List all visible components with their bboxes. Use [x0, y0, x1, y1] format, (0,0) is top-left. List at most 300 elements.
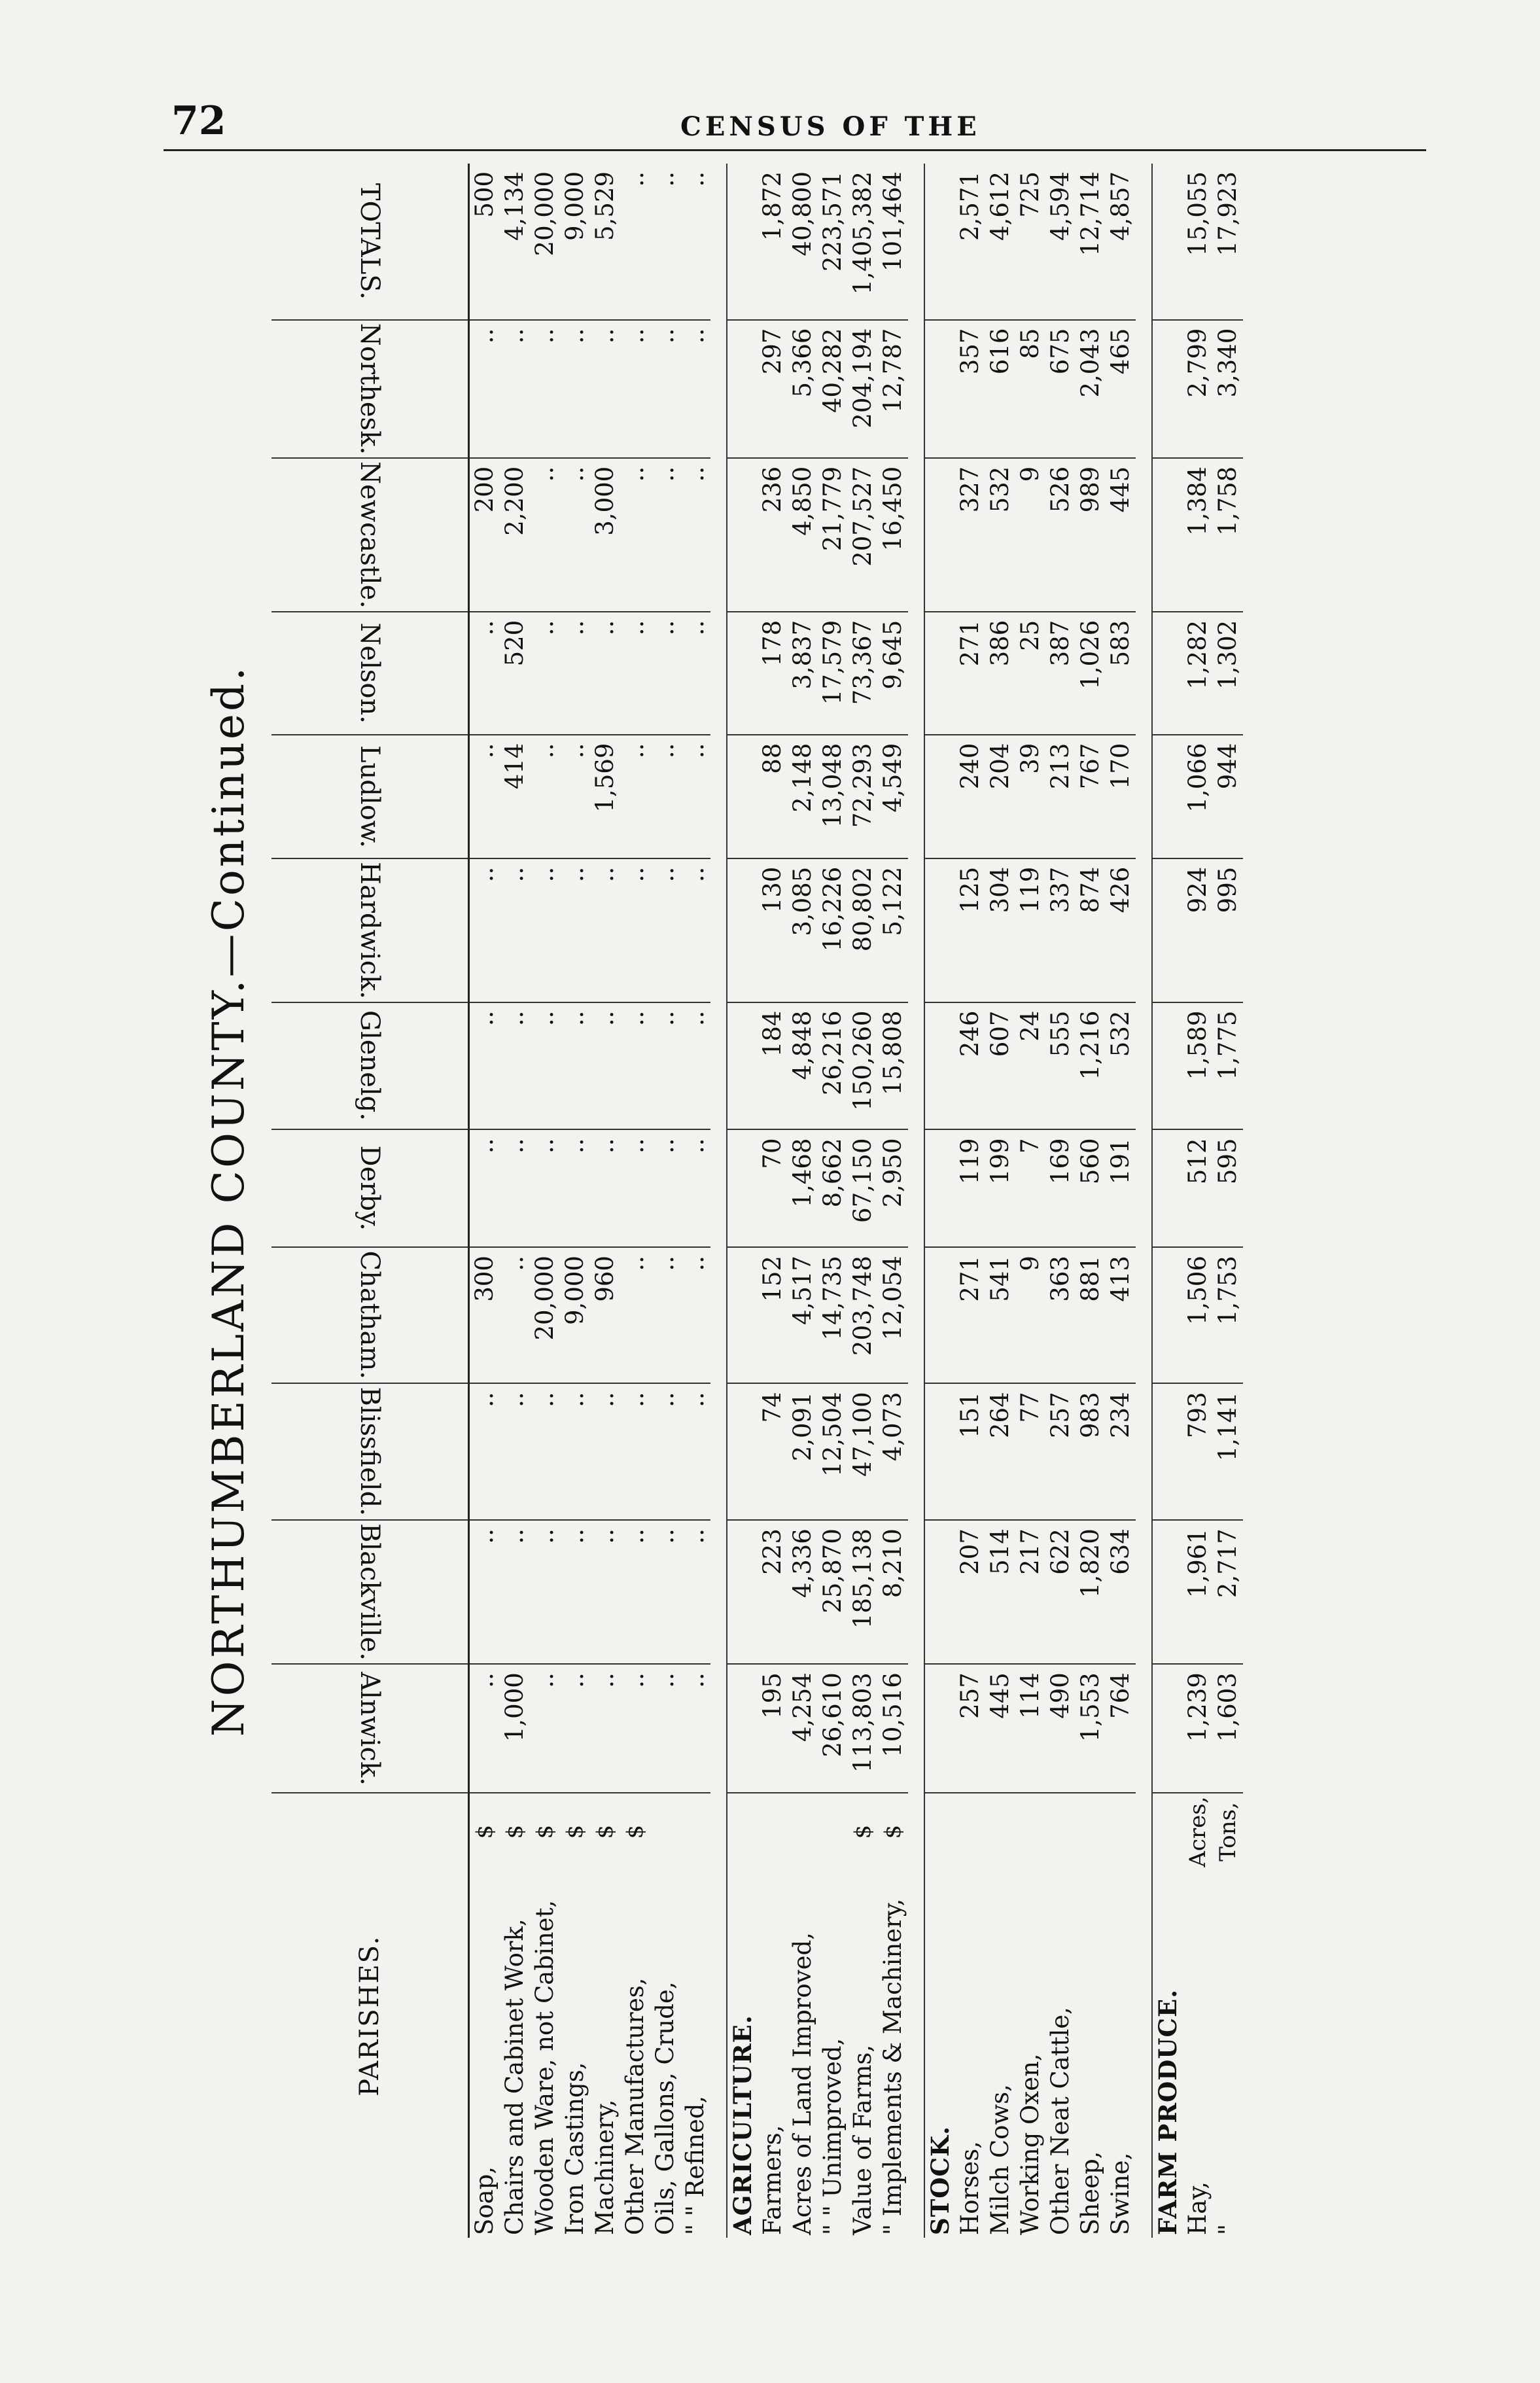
empty-cell [924, 612, 955, 735]
value-cell: 3,340 [1213, 320, 1243, 458]
value-cell: .. [530, 458, 560, 612]
value-cell: 881 [1076, 1247, 1106, 1383]
value-cell: 203,748 [848, 1247, 878, 1383]
value-cell: 236 [758, 458, 788, 612]
total-cell: 15,055 [1183, 164, 1213, 320]
value-cell: 3,837 [788, 612, 818, 735]
empty-cell [924, 735, 955, 858]
value-cell: 7 [1015, 1129, 1045, 1247]
table-row [469, 164, 500, 2238]
value-cell: 622 [1045, 1520, 1076, 1664]
value-cell: .. [530, 858, 560, 1002]
value-cell: 2,148 [788, 735, 818, 858]
row-label: Sheep, [1076, 2151, 1104, 2235]
row-label: Acres of Land Improved, [788, 1932, 816, 2235]
value-cell: .. [469, 320, 500, 458]
column-header-label: Hardwick. [355, 861, 385, 999]
value-cell: 445 [985, 1664, 1015, 1793]
value-cell: .. [680, 1002, 710, 1130]
value-cell: 4,850 [788, 458, 818, 612]
value-cell: .. [590, 1520, 620, 1664]
total-cell: 5,529 [590, 164, 620, 320]
row-label: " [1214, 2223, 1242, 2235]
empty-cell [727, 612, 758, 735]
value-cell: 8,210 [878, 1520, 908, 1664]
empty-cell [924, 1247, 955, 1383]
value-cell: 304 [985, 858, 1015, 1002]
value-cell: 465 [1106, 320, 1136, 458]
value-cell: .. [680, 1520, 710, 1664]
section-title: STOCK. [924, 1870, 955, 2238]
value-cell: 1,066 [1183, 735, 1213, 858]
value-cell: .. [680, 458, 710, 612]
row-label: Chairs and Cabinet Work, [500, 1918, 529, 2235]
value-cell: 2,200 [500, 458, 530, 612]
value-cell: 200 [469, 458, 500, 612]
row-label: " " Unimproved, [818, 2038, 847, 2235]
value-cell: .. [620, 1129, 650, 1247]
value-cell: .. [500, 1383, 530, 1520]
header-rule [164, 149, 1426, 151]
total-cell: 1,872 [758, 164, 788, 320]
value-cell: 337 [1045, 858, 1076, 1002]
value-cell: 1,753 [1213, 1247, 1243, 1383]
section-heading-row [1152, 164, 1183, 2238]
column-header-label: Newcastle. [355, 461, 385, 609]
column-header-label: Alnwick. [355, 1671, 385, 1786]
value-cell: .. [560, 458, 590, 612]
value-cell: .. [530, 320, 560, 458]
unit-cell [788, 1793, 818, 1869]
value-cell: .. [680, 612, 710, 735]
value-cell: 25 [1015, 612, 1045, 735]
empty-cell [727, 858, 758, 1002]
value-cell: 363 [1045, 1247, 1076, 1383]
total-cell: 9,000 [560, 164, 590, 320]
empty-cell [924, 1002, 955, 1130]
value-cell: 191 [1106, 1129, 1136, 1247]
value-cell: 14,735 [818, 1247, 848, 1383]
value-cell: 1,468 [788, 1129, 818, 1247]
value-cell: 1,553 [1076, 1664, 1106, 1793]
unit-cell [1076, 1793, 1106, 1869]
value-cell: 1,775 [1213, 1002, 1243, 1130]
value-cell: 264 [985, 1383, 1015, 1520]
unit-cell [1106, 1793, 1136, 1869]
total-cell: 223,571 [818, 164, 848, 320]
empty-cell [1152, 1247, 1183, 1383]
table-row [878, 164, 908, 2238]
value-cell: .. [560, 1002, 590, 1130]
empty-cell [924, 1129, 955, 1247]
empty-cell [924, 858, 955, 1002]
census-table [271, 164, 1243, 2238]
value-cell: 1,961 [1183, 1520, 1213, 1664]
section-spacer [908, 164, 924, 2238]
value-cell: 257 [1045, 1383, 1076, 1520]
value-cell: 12,787 [878, 320, 908, 458]
value-cell: 532 [985, 458, 1015, 612]
value-cell: 271 [955, 612, 985, 735]
value-cell: .. [620, 1247, 650, 1383]
value-cell: 25,870 [818, 1520, 848, 1664]
value-cell: 767 [1076, 735, 1106, 858]
value-cell: 170 [1106, 735, 1136, 858]
table-row [848, 164, 878, 2238]
value-cell: 15,808 [878, 1002, 908, 1130]
unit-cell [727, 1793, 758, 1869]
column-header [271, 1129, 469, 1247]
value-cell: 47,100 [848, 1383, 878, 1520]
value-cell: .. [500, 1247, 530, 1383]
table-row [1183, 164, 1213, 2238]
value-cell: 234 [1106, 1383, 1136, 1520]
value-cell: .. [680, 1247, 710, 1383]
row-label: Value of Farms, [849, 2044, 877, 2235]
value-cell: .. [560, 1664, 590, 1793]
value-cell: 297 [758, 320, 788, 458]
value-cell: .. [650, 858, 680, 1002]
empty-cell [1152, 164, 1183, 320]
row-label: " Implements & Machinery, [879, 1898, 907, 2235]
column-header [271, 320, 469, 458]
section-title: FARM PRODUCE. [1152, 1870, 1183, 2238]
page-number: 72 [171, 98, 226, 144]
value-cell: 445 [1106, 458, 1136, 612]
table-row [1106, 164, 1136, 2238]
value-cell: 520 [500, 612, 530, 735]
column-header [271, 735, 469, 858]
value-cell: .. [680, 1383, 710, 1520]
empty-cell [727, 1129, 758, 1247]
column-header [271, 1247, 469, 1383]
value-cell: 150,260 [848, 1002, 878, 1130]
table-row [985, 164, 1015, 2238]
value-cell: 10,516 [878, 1664, 908, 1793]
row-label: Wooden Ware, not Cabinet, [531, 1899, 559, 2235]
total-cell: 4,594 [1045, 164, 1076, 320]
column-header-label: Derby. [355, 1146, 385, 1231]
value-cell: 39 [1015, 735, 1045, 858]
total-cell: 40,800 [788, 164, 818, 320]
empty-cell [1152, 858, 1183, 1002]
column-header-label: Nelson. [355, 622, 385, 724]
value-cell: 357 [955, 320, 985, 458]
table-row [955, 164, 985, 2238]
unit-cell [985, 1793, 1015, 1869]
value-cell: .. [500, 858, 530, 1002]
column-header [271, 858, 469, 1002]
value-cell: 113,803 [848, 1664, 878, 1793]
value-cell: 874 [1076, 858, 1106, 1002]
value-cell: .. [500, 1520, 530, 1664]
value-cell: .. [650, 1002, 680, 1130]
section-heading-row [727, 164, 758, 2238]
value-cell: .. [680, 320, 710, 458]
value-cell: 20,000 [530, 1247, 560, 1383]
value-cell: 40,282 [818, 320, 848, 458]
value-cell: 327 [955, 458, 985, 612]
value-cell: 764 [1106, 1664, 1136, 1793]
value-cell: .. [560, 612, 590, 735]
empty-cell [924, 1664, 955, 1793]
value-cell: 70 [758, 1129, 788, 1247]
row-label: Iron Castings, [561, 2062, 589, 2235]
value-cell: .. [530, 1129, 560, 1247]
value-cell: 26,610 [818, 1664, 848, 1793]
column-header [271, 1002, 469, 1130]
total-cell: 20,000 [530, 164, 560, 320]
column-header [271, 1664, 469, 1793]
value-cell: 1,820 [1076, 1520, 1106, 1664]
section-spacer [710, 164, 727, 2238]
value-cell: .. [590, 612, 620, 735]
value-cell: 271 [955, 1247, 985, 1383]
value-cell: .. [560, 320, 590, 458]
value-cell: 74 [758, 1383, 788, 1520]
table-row [590, 164, 620, 2238]
value-cell: 77 [1015, 1383, 1045, 1520]
value-cell: 2,717 [1213, 1520, 1243, 1664]
empty-cell [924, 164, 955, 320]
unit-cell: $ [622, 1824, 648, 1839]
value-cell: 2,950 [878, 1129, 908, 1247]
value-cell: 793 [1183, 1383, 1213, 1520]
value-cell: .. [530, 1520, 560, 1664]
value-cell: .. [500, 320, 530, 458]
value-cell: .. [530, 1664, 560, 1793]
value-cell: 989 [1076, 458, 1106, 612]
total-cell: 12,714 [1076, 164, 1106, 320]
value-cell: 1,000 [500, 1664, 530, 1793]
value-cell: 240 [955, 735, 985, 858]
table-row [1076, 164, 1106, 2238]
row-label: Milch Cows, [986, 2084, 1014, 2235]
spacer-cell [710, 164, 727, 2238]
value-cell: 1,302 [1213, 612, 1243, 735]
row-label: " " Refined, [681, 2095, 709, 2235]
value-cell: 152 [758, 1247, 788, 1383]
value-cell: 207 [955, 1520, 985, 1664]
value-cell: .. [560, 1129, 590, 1247]
value-cell: 2,043 [1076, 320, 1106, 458]
value-cell: 246 [955, 1002, 985, 1130]
total-cell: 17,923 [1213, 164, 1243, 320]
unit-cell: Tons, [1215, 1802, 1241, 1862]
value-cell: 119 [955, 1129, 985, 1247]
value-cell: .. [530, 1383, 560, 1520]
value-cell: 3,085 [788, 858, 818, 1002]
value-cell: 24 [1015, 1002, 1045, 1130]
value-cell: 125 [955, 858, 985, 1002]
value-cell: .. [650, 1383, 680, 1520]
value-cell: .. [680, 735, 710, 858]
value-cell: 1,239 [1183, 1664, 1213, 1793]
value-cell: 924 [1183, 858, 1213, 1002]
row-label: Working Oxen, [1016, 2053, 1044, 2235]
value-cell: 300 [469, 1247, 500, 1383]
column-header-label: Blackville. [355, 1523, 385, 1661]
empty-cell [727, 1383, 758, 1520]
value-cell: 4,517 [788, 1247, 818, 1383]
value-cell: 560 [1076, 1129, 1106, 1247]
empty-cell [924, 320, 955, 458]
value-cell: 413 [1106, 1247, 1136, 1383]
value-cell: 184 [758, 1002, 788, 1130]
row-label: Oils, Gallons, Crude, [651, 1981, 679, 2235]
table-row [1213, 164, 1243, 2238]
value-cell: .. [650, 1129, 680, 1247]
value-cell: .. [620, 1520, 650, 1664]
value-cell: 67,150 [848, 1129, 878, 1247]
value-cell: 4,848 [788, 1002, 818, 1130]
empty-cell [924, 1520, 955, 1664]
value-cell: .. [650, 1520, 680, 1664]
value-cell: .. [590, 858, 620, 1002]
value-cell: .. [469, 735, 500, 858]
total-cell: 4,134 [500, 164, 530, 320]
value-cell: 1,216 [1076, 1002, 1106, 1130]
total-cell: .. [650, 164, 680, 320]
table-row [788, 164, 818, 2238]
value-cell: 541 [985, 1247, 1015, 1383]
total-cell: 4,612 [985, 164, 1015, 320]
column-header-label: Glenelg. [355, 1010, 385, 1121]
parishes-header: PARISHES. [271, 1793, 469, 2238]
value-cell: 178 [758, 612, 788, 735]
table-row [530, 164, 560, 2238]
value-cell: .. [620, 458, 650, 612]
value-cell: .. [650, 320, 680, 458]
unit-cell: $ [532, 1824, 558, 1839]
value-cell: 12,054 [878, 1247, 908, 1383]
value-cell: .. [680, 1664, 710, 1793]
value-cell: 9,000 [560, 1247, 590, 1383]
value-cell: 114 [1015, 1664, 1045, 1793]
value-cell: .. [620, 612, 650, 735]
value-cell: 257 [955, 1664, 985, 1793]
empty-cell [727, 1664, 758, 1793]
value-cell: .. [469, 612, 500, 735]
value-cell: 960 [590, 1247, 620, 1383]
empty-cell [727, 1247, 758, 1383]
value-cell: 12,504 [818, 1383, 848, 1520]
total-cell: 500 [469, 164, 500, 320]
section-heading-row [924, 164, 955, 2238]
value-cell: .. [680, 1129, 710, 1247]
value-cell: .. [530, 1002, 560, 1130]
spacer-cell [1136, 164, 1152, 2238]
table-row [758, 164, 788, 2238]
value-cell: 207,527 [848, 458, 878, 612]
total-cell: 101,464 [878, 164, 908, 320]
value-cell: .. [560, 1383, 590, 1520]
value-cell: .. [590, 1664, 620, 1793]
value-cell: 195 [758, 1664, 788, 1793]
total-cell: 725 [1015, 164, 1045, 320]
empty-cell [1152, 320, 1183, 458]
unit-cell [650, 1793, 680, 1869]
value-cell: 2,799 [1183, 320, 1213, 458]
column-header [271, 1383, 469, 1520]
value-cell: 414 [500, 735, 530, 858]
value-cell: 88 [758, 735, 788, 858]
total-cell: 2,571 [955, 164, 985, 320]
value-cell: 4,254 [788, 1664, 818, 1793]
value-cell: 213 [1045, 735, 1076, 858]
value-cell: 634 [1106, 1520, 1136, 1664]
value-cell: 185,138 [848, 1520, 878, 1664]
value-cell: 595 [1213, 1129, 1243, 1247]
value-cell: .. [469, 1129, 500, 1247]
total-cell: .. [620, 164, 650, 320]
value-cell: .. [469, 858, 500, 1002]
row-label: Soap, [470, 2166, 499, 2235]
table-row [1015, 164, 1045, 2238]
value-cell: 21,779 [818, 458, 848, 612]
row-label: Other Manufactures, [621, 1977, 649, 2235]
value-cell: .. [530, 612, 560, 735]
empty-cell [924, 1383, 955, 1520]
value-cell: .. [560, 735, 590, 858]
value-cell: 983 [1076, 1383, 1106, 1520]
value-cell: .. [469, 1383, 500, 1520]
empty-cell [727, 1520, 758, 1664]
value-cell: .. [650, 458, 680, 612]
empty-cell [727, 320, 758, 458]
section-spacer [1136, 164, 1152, 2238]
unit-cell: $ [472, 1824, 498, 1839]
header-row [271, 164, 469, 2238]
column-header [271, 1520, 469, 1664]
value-cell: .. [530, 735, 560, 858]
value-cell: 512 [1183, 1129, 1213, 1247]
value-cell: 4,336 [788, 1520, 818, 1664]
value-cell: 1,282 [1183, 612, 1213, 735]
empty-cell [1152, 458, 1183, 612]
total-cell: .. [680, 164, 710, 320]
value-cell: .. [560, 858, 590, 1002]
value-cell: 16,226 [818, 858, 848, 1002]
unit-cell: Acres, [1185, 1796, 1211, 1867]
value-cell: .. [650, 735, 680, 858]
unit-cell [1152, 1793, 1183, 1869]
table-row [680, 164, 710, 2238]
empty-cell [727, 458, 758, 612]
value-cell: 387 [1045, 612, 1076, 735]
value-cell: 1,758 [1213, 458, 1243, 612]
value-cell: 199 [985, 1129, 1015, 1247]
empty-cell [1152, 735, 1183, 858]
value-cell: 204 [985, 735, 1015, 858]
value-cell: 80,802 [848, 858, 878, 1002]
value-cell: 514 [985, 1520, 1015, 1664]
table-row [818, 164, 848, 2238]
unit-cell: $ [502, 1824, 528, 1839]
value-cell: 675 [1045, 320, 1076, 458]
value-cell: .. [650, 612, 680, 735]
column-header-label: Northesk. [355, 323, 385, 455]
value-cell: 9,645 [878, 612, 908, 735]
spacer-cell [908, 164, 924, 2238]
value-cell: 1,384 [1183, 458, 1213, 612]
row-label: Machinery, [591, 2099, 619, 2235]
column-header [271, 458, 469, 612]
value-cell: 5,366 [788, 320, 818, 458]
value-cell: 4,073 [878, 1383, 908, 1520]
unit-cell [818, 1793, 848, 1869]
empty-cell [924, 458, 955, 612]
